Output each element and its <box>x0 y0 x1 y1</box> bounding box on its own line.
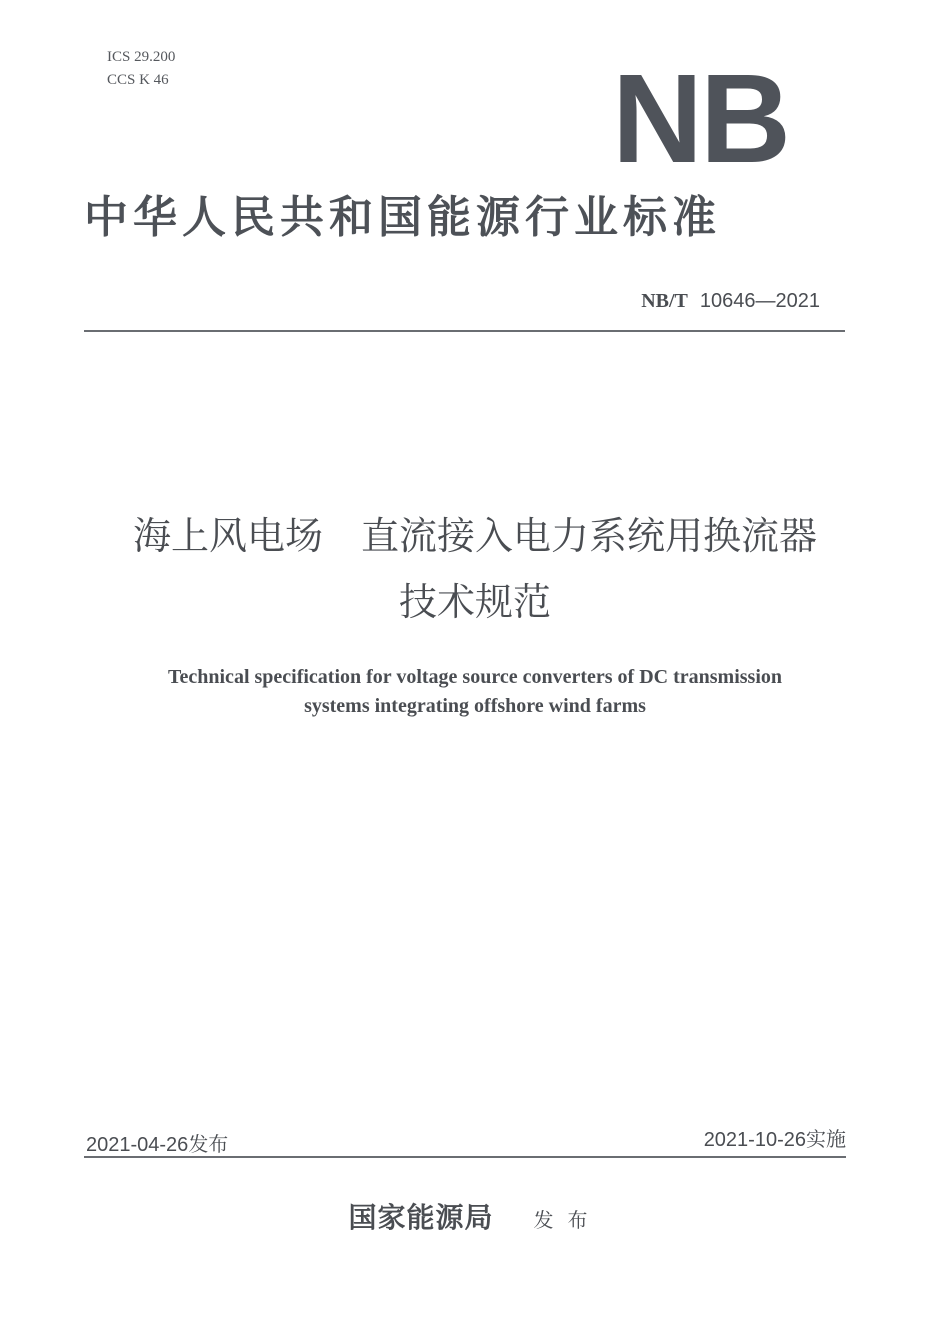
issue-label: 发布 <box>188 1132 229 1156</box>
bottom-divider <box>84 1156 846 1158</box>
implementation-date <box>704 1125 846 1154</box>
ics-code: ICS 29.200 <box>107 49 176 65</box>
title-cn-line2: 技术规范 <box>398 580 551 624</box>
issuer-action: 发布 <box>533 1208 602 1232</box>
top-divider <box>84 330 845 332</box>
org-title: 中华人民共和国能源行业标准 <box>84 192 721 243</box>
classification-codes <box>107 46 175 92</box>
standard-prefix: NB/T <box>641 290 688 312</box>
title-en-line2: systems integrating offshore wind farms <box>304 695 646 717</box>
issuer <box>0 1196 950 1236</box>
issue-date <box>86 1130 228 1159</box>
standard-number <box>641 286 820 315</box>
issuer-agency: 国家能源局 <box>348 1201 494 1234</box>
issue-date-value: 2021-04-26 <box>86 1134 189 1156</box>
implement-date-value: 2021-10-26 <box>703 1129 806 1151</box>
title-en-line1: Technical specification for voltage source converters of DC transmission <box>168 666 782 688</box>
standard-code: 10646—2021 <box>699 290 820 312</box>
nb-logo: NB <box>612 48 788 189</box>
ccs-code: CCS K 46 <box>107 72 169 88</box>
title-cn-line1: 海上风电场 直流接入电力系统用换流器 <box>132 514 817 558</box>
implement-label: 实施 <box>806 1127 846 1151</box>
